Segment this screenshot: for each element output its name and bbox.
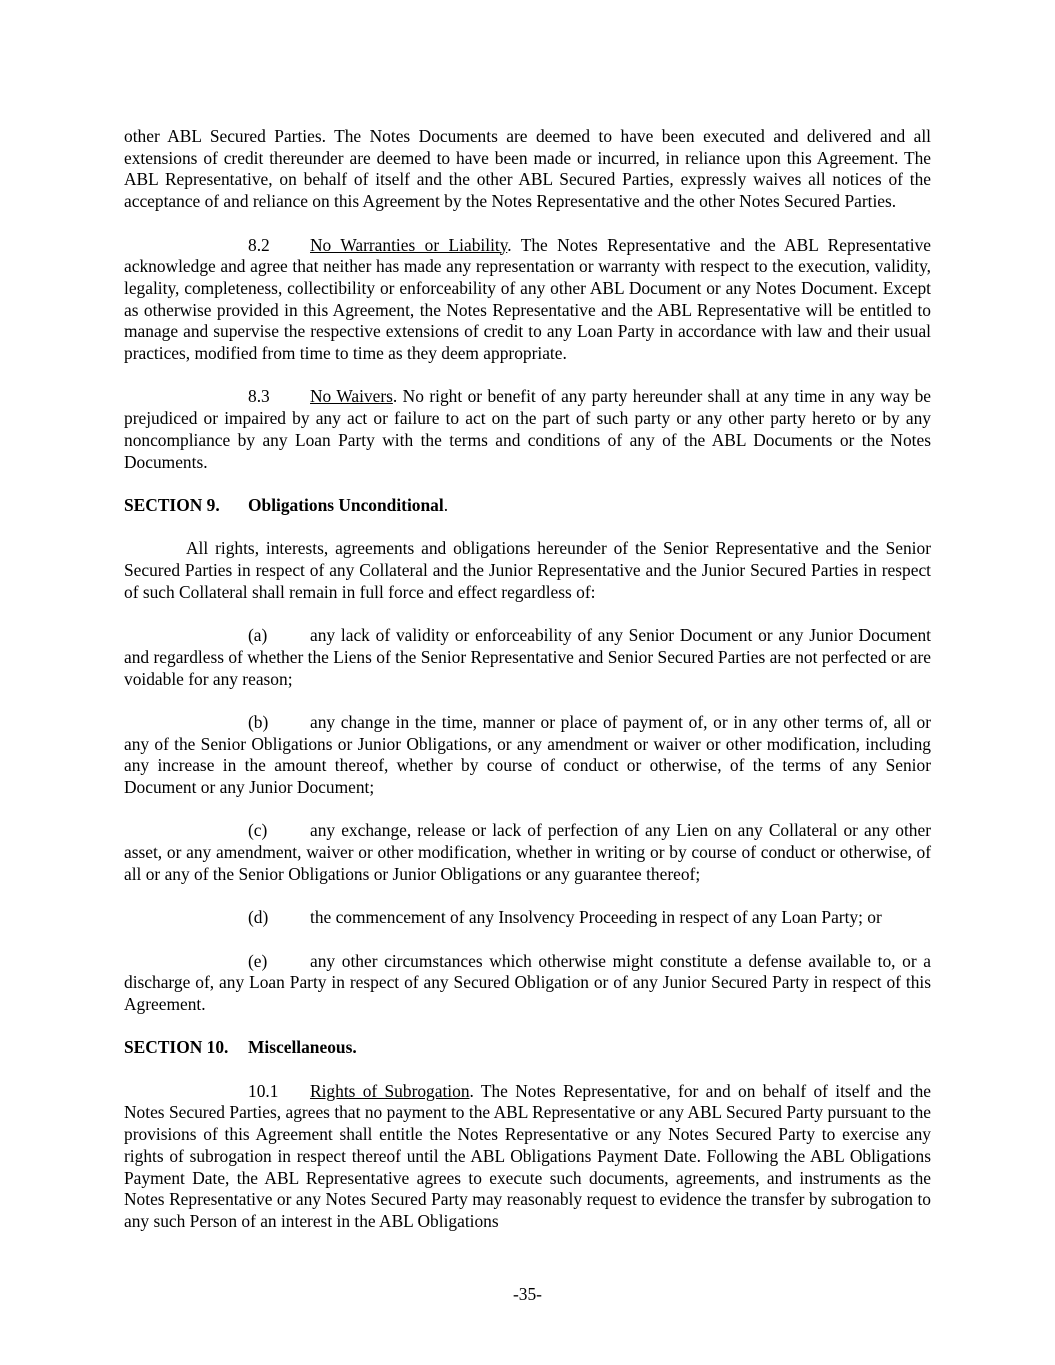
clause-c: [124, 820, 931, 885]
section-number: SECTION 9.: [124, 494, 220, 515]
section-number: SECTION 10.: [124, 1037, 229, 1058]
clause-e: [124, 951, 931, 1016]
clause-body: the commencement of any Insolvency Proceeding in respect of any Loan Party; or: [310, 907, 882, 928]
clause-d: [124, 907, 931, 929]
page-number: -35-: [513, 1284, 542, 1304]
section-title: Obligations Unconditional: [248, 494, 444, 515]
section-8-2: [124, 235, 931, 365]
clause-body: any lack of validity or enforceability of any Senior Document or any Junior Document and regardless of whether the Liens of the Senior Representative and Senior Secured Parties are not perfected or are voidable for any reason;: [124, 625, 931, 689]
paragraph-continuation: other ABL Secured Parties. The Notes Documents are deemed to have been executed and delivered and all extensions of credit thereunder are deemed to have been made or incurred, in reliance upon this Agreement. The ABL Representative, on behalf of itself and the other ABL Secured Parties, expressly waives all notices of the acceptance of and reliance on this Agreement by the Notes Representative and the other Notes Secured Parties.: [124, 126, 931, 212]
section-heading: No Warranties or Liability: [310, 234, 508, 255]
section-title: Miscellaneous.: [248, 1037, 357, 1058]
section-heading: No Waivers: [310, 386, 393, 407]
section-body: . No right or benefit of any party hereunder shall at any time in any way be prejudiced or impaired by any act or failure to act on the part of such party or any other party hereto or by any noncompliance by any Loan Party with the terms and conditions of any of the ABL Documents or the Notes Documents.: [124, 386, 931, 472]
section-9-intro: All rights, interests, agreements and obligations hereunder of the Senior Representative and the Senior Secured Parties in respect of any Collateral and the Junior Representative and the Junior Secured Parties in respect of such Collateral shall remain in full force and effect regardless of:: [124, 538, 931, 602]
section-9-heading: [124, 495, 931, 517]
section-8-3: [124, 386, 931, 473]
section-body: . The Notes Representative, for and on behalf of itself and the Notes Secured Parties, agrees that no payment to the ABL Representative or any ABL Secured Party pursuant to the provisions of this Agreement shall entitle the Notes Representative or any Notes Secured Party to exercise any rights of subrogation in respect thereof until the ABL Obligations Payment Date. Following the ABL Obligations Payment Date, the ABL Representative agrees to execute such documents, agreements, and instruments as the Notes Representative or any Notes Secured Party may reasonably request to evidence the transfer by subrogation to any such Person of an interest in the ABL Obligations: [124, 1080, 931, 1231]
section-body: . The Notes Representative and the ABL Representative acknowledge and agree that neither has made any representation or warranty with respect to the execution, validity, legality, completeness, collectibility or enforceability of any other ABL Document or any Notes Document. Except as otherwise provided in this Agreement, the Notes Representative and the ABL Representative will be entitled to manage and supervise the respective extensions of credit to any Loan Party in accordance with law and their usual practices, modified from time to time as they deem appropriate.: [124, 234, 931, 364]
section-number: 10.1: [248, 1080, 279, 1101]
section-number: 8.3: [248, 386, 270, 407]
clause-label: (a): [248, 625, 268, 646]
clause-label: (c): [248, 820, 268, 841]
section-10-heading: [124, 1037, 931, 1059]
clause-label: (b): [248, 711, 269, 732]
clause-body: any change in the time, manner or place of payment of, or in any other terms of, all or any of the Senior Obligations or Junior Obligations, or any amendment or waiver or other modification, including any increase in the amount thereof, whether by course of conduct or otherwise, of the terms of any Senior Document or any Junior Document;: [124, 711, 931, 797]
clause-body: any exchange, release or lack of perfection of any Lien on any Collateral or any other asset, or any amendment, waiver or other modification, whether in writing or by course of conduct or otherwise, of all or any of the Senior Obligations or Junior Obligations or any guarantee thereof;: [124, 820, 931, 884]
section-title-period: .: [443, 494, 449, 515]
clause-label: (e): [248, 950, 268, 971]
clause-body: any other circumstances which otherwise might constitute a defense available to, or a discharge of, any Loan Party in respect of any Secured Obligation or of any Junior Secured Party in respect of this Agreement.: [124, 950, 931, 1014]
clause-b: [124, 712, 931, 799]
section-number: 8.2: [248, 234, 270, 255]
clause-a: [124, 625, 931, 690]
document-page: [124, 126, 931, 1233]
clause-label: (d): [248, 907, 269, 928]
section-heading: Rights of Subrogation: [310, 1080, 470, 1101]
section-10-1: [124, 1081, 931, 1233]
